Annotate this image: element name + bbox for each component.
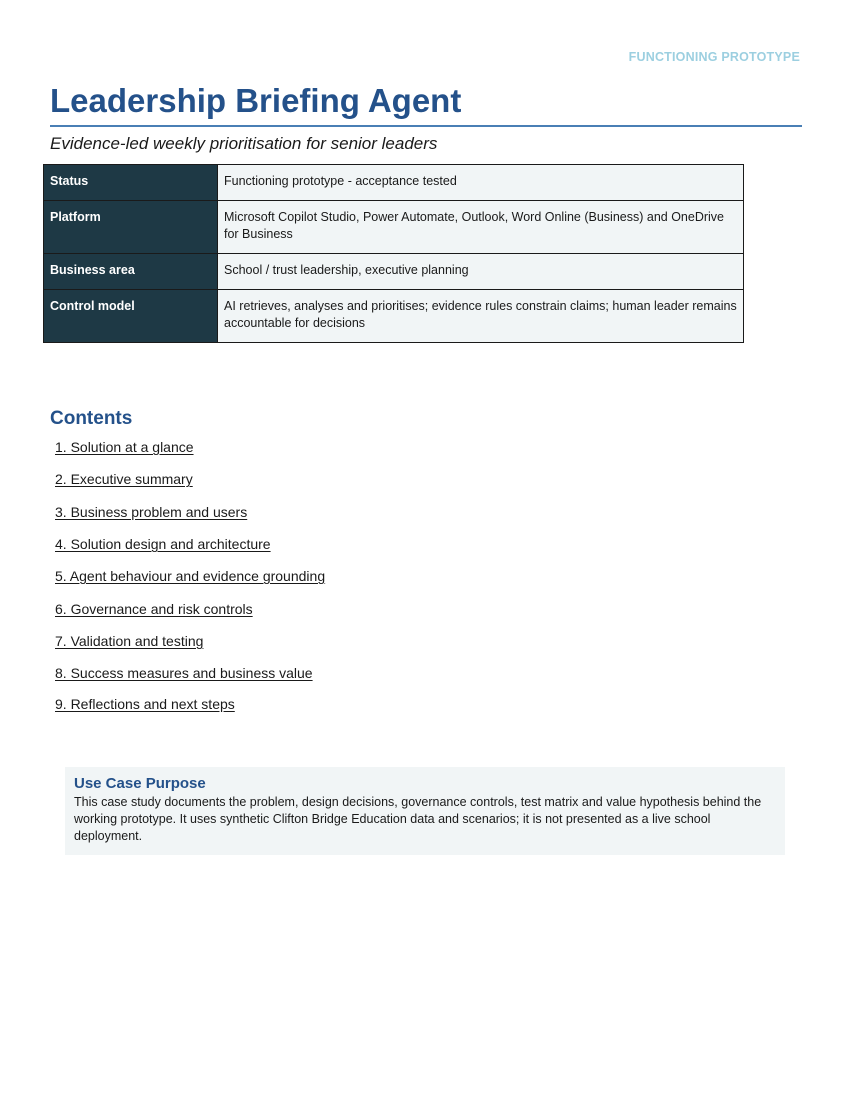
toc-link-solution-at-a-glance[interactable]: 1. Solution at a glance [55,439,194,455]
toc-link-executive-summary[interactable]: 2. Executive summary [55,471,193,487]
table-key-control-model: Control model [44,290,218,343]
use-case-purpose-callout [65,767,785,855]
toc-link-business-problem[interactable]: 3. Business problem and users [55,504,248,520]
table-key-business-area: Business area [44,254,218,290]
toc-link-success-measures[interactable]: 8. Success measures and business value [55,665,313,681]
toc-link-agent-behaviour[interactable]: 5. Agent behaviour and evidence grounding [55,568,326,584]
toc-item [55,695,235,714]
table-row [44,254,744,290]
callout-title: Use Case Purpose [74,775,206,792]
summary-table [43,164,744,343]
page-title: Leadership Briefing Agent [50,82,462,119]
table-value-business-area: School / trust leadership, executive planning [218,254,744,290]
table-key-platform: Platform [44,201,218,254]
toc-item [55,632,203,651]
toc-item [55,535,271,554]
title-divider [50,125,802,127]
toc-item [55,470,193,489]
header-tag: FUNCTIONING PROTOTYPE [628,50,800,64]
toc-item [55,503,247,522]
table-row [44,165,744,201]
table-value-platform: Microsoft Copilot Studio, Power Automate, Outlook, Word Online (Business) and OneDrive for Business [218,201,744,254]
table-row [44,290,744,343]
contents-heading: Contents [50,408,133,429]
toc-link-reflections[interactable]: 9. Reflections and next steps [55,696,235,712]
callout-body: This case study documents the problem, design decisions, governance controls, test matrix and value hypothesis behind the working prototype. It uses synthetic Clifton Bridge Education data and scenarios; it is not presented as a live school deployment. [74,795,762,843]
toc-item [55,438,194,457]
table-value-status: Functioning prototype - acceptance tested [218,165,744,201]
table-value-control-model: AI retrieves, analyses and prioritises; evidence rules constrain claims; human leader remains accountable for decisions [218,290,744,343]
page-subtitle: Evidence-led weekly prioritisation for senior leaders [50,134,438,153]
table-row [44,201,744,254]
toc-link-governance[interactable]: 6. Governance and risk controls [55,601,253,617]
toc-link-validation[interactable]: 7. Validation and testing [55,633,204,649]
toc-link-solution-design[interactable]: 4. Solution design and architecture [55,536,271,552]
toc-item [55,567,325,586]
toc-item [55,664,313,683]
table-key-status: Status [44,165,218,201]
toc-item [55,600,253,619]
